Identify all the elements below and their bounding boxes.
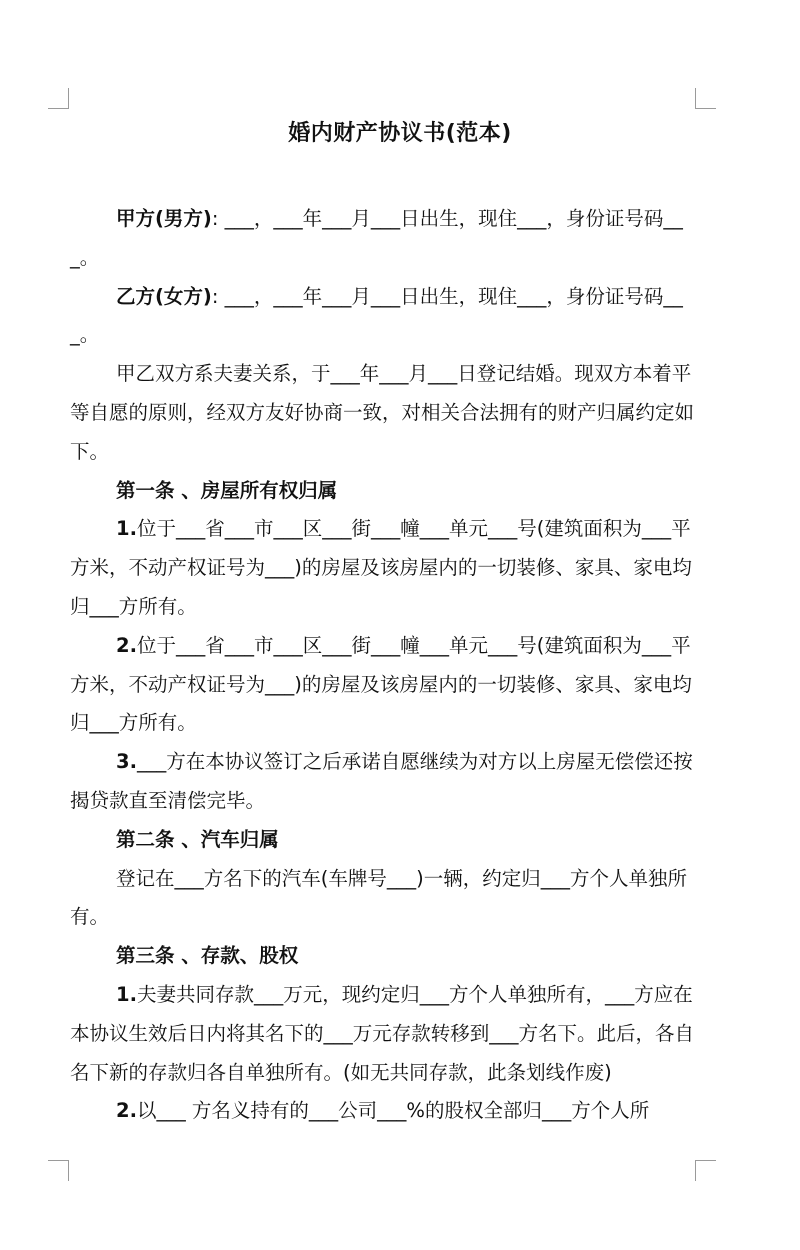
article-3-item: [70, 976, 710, 1092]
party-b-label: 乙方(女方): [116, 284, 212, 308]
article-1-item: [70, 627, 710, 743]
party-a-paragraph: [70, 200, 710, 278]
party-a-text: : ___，___年___月___日出生，现住___，身份证号码___。: [70, 207, 683, 269]
item-number: 2.: [116, 1099, 137, 1123]
item-number: 1.: [116, 982, 137, 1006]
article-3-heading: 第三条 、存款、股权: [116, 944, 299, 968]
item-text: 位于___省___市___区___街___幢___单元___号(建筑面积为___平方米，不动产权证号为___)的房屋及该房屋内的一切装修、家具、家电均归___方所有。: [70, 517, 692, 618]
article-1-heading: 第一条 、房屋所有权归属: [116, 478, 338, 502]
party-b-paragraph: [70, 278, 710, 356]
article-2-heading: 第二条 、汽车归属: [116, 827, 279, 851]
party-b-text: : ___，___年___月___日出生，现住___，身份证号码___。: [70, 284, 683, 347]
item-number: 2.: [116, 633, 137, 657]
party-a-label: 甲方(男方): [116, 207, 212, 230]
item-text: ___方在本协议签订之后承诺自愿继续为对方以上房屋无偿偿还按揭贷款直至清偿完毕。: [70, 750, 693, 812]
intro-paragraph: 甲乙双方系夫妻关系，于___年___月___日登记结婚。现双方本着平等自愿的原则，经双方友好协商一致，对相关合法拥有的财产归属约定如下。: [70, 362, 695, 463]
page-corner-mark-top-left: [48, 88, 69, 109]
article-1-item: [70, 510, 710, 626]
page-corner-mark-bottom-left: [48, 1160, 69, 1181]
article-2-paragraph: 登记在___方名下的汽车(车牌号___)一辆，约定归___方个人单独所有。: [70, 866, 687, 929]
item-number: 3.: [116, 750, 137, 774]
article-3-item: [70, 1092, 710, 1131]
item-number: 1.: [116, 517, 137, 541]
item-text: 以___ 方名义持有的___公司___%的股权全部归___方个人所: [136, 1099, 650, 1123]
page-corner-mark-top-right: [695, 88, 716, 109]
document-body: [70, 200, 710, 1131]
item-text: 位于___省___市___区___街___幢___单元___号(建筑面积为___平方米，不动产权证号为___)的房屋及该房屋内的一切装修、家具、家电均归___方所有。: [70, 633, 692, 735]
article-1-item: [70, 743, 710, 821]
item-text: 夫妻共同存款___万元，现约定归___方个人单独所有，___方应在本协议生效后日内将其名下的___万元存款转移到___方名下。此后，各自名下新的存款归各自单独所有。(如无共同存款，此条划线作废): [70, 982, 695, 1084]
page-corner-mark-bottom-right: [695, 1160, 716, 1181]
document-title: 婚内财产协议书(范本): [288, 121, 512, 146]
